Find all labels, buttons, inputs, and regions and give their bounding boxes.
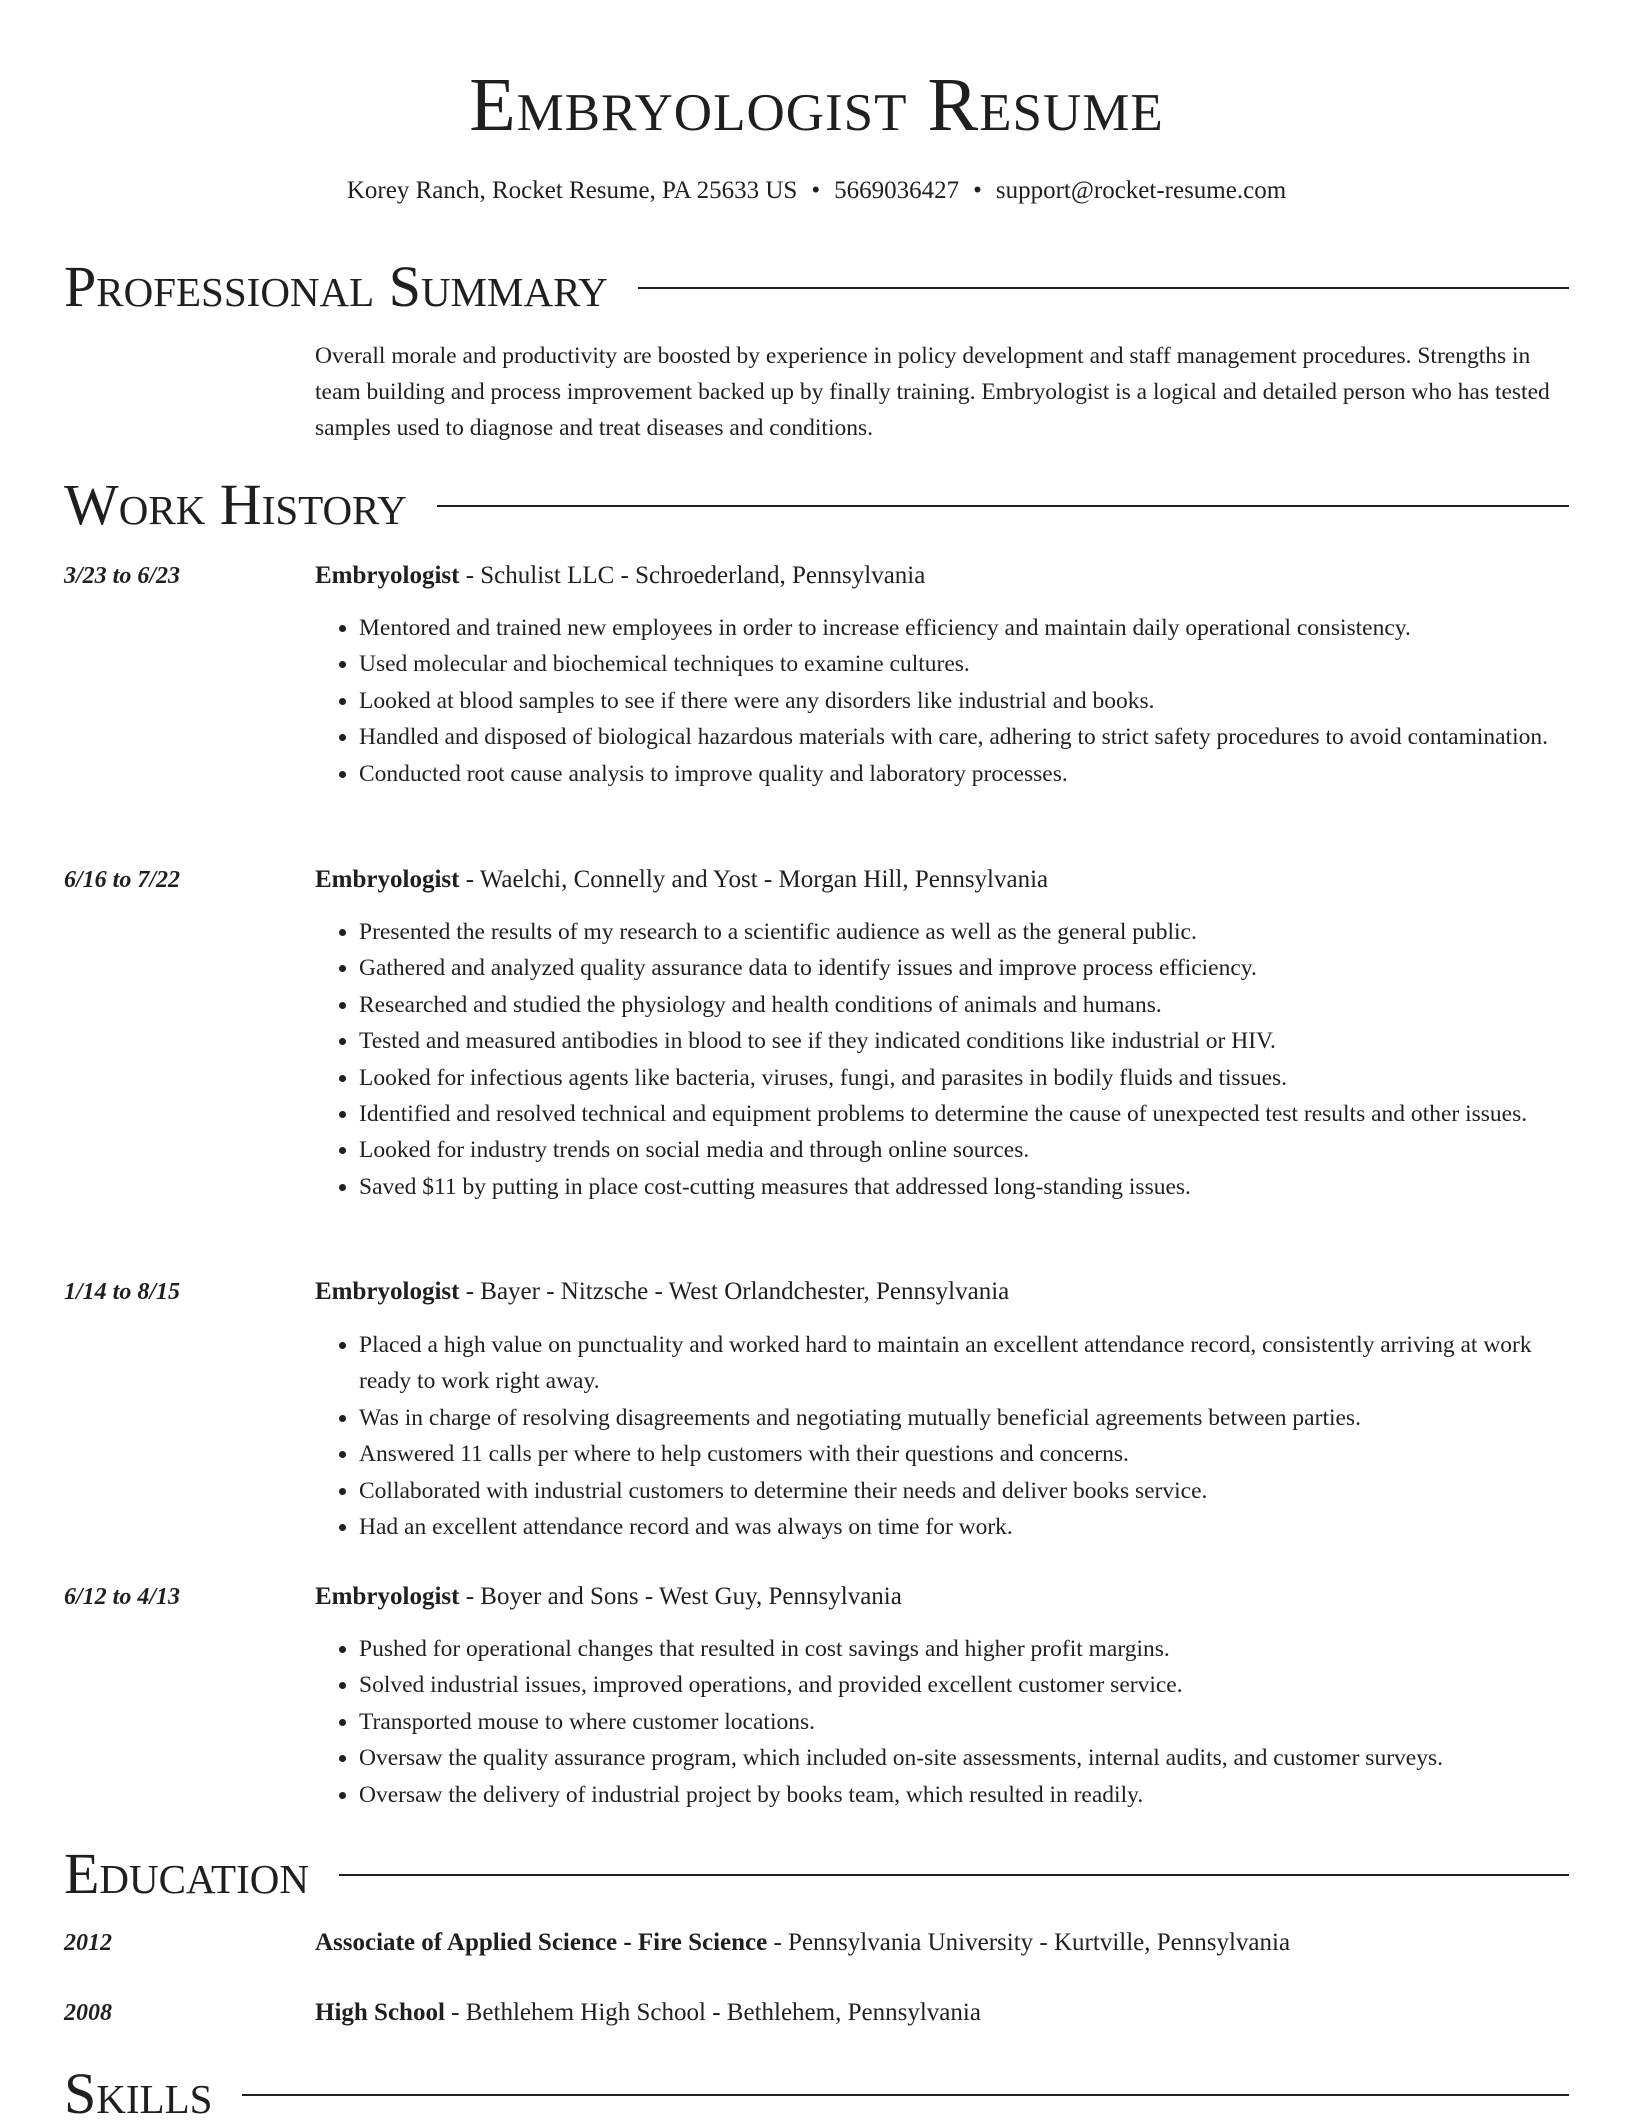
section-divider bbox=[437, 505, 1569, 507]
job-role: Embryologist bbox=[315, 866, 460, 893]
list-item: • Collaborated with industrial customers to determine their needs and deliver books service. bbox=[359, 1473, 1569, 1509]
job-bullets bbox=[315, 914, 1569, 1205]
contact-separator: • bbox=[811, 177, 821, 204]
contact-separator: • bbox=[973, 177, 982, 204]
job-role: Embryologist bbox=[315, 1583, 460, 1610]
education-year: 2008 bbox=[64, 2000, 112, 2026]
section-title: Work History bbox=[64, 472, 407, 537]
section-divider bbox=[339, 1874, 1569, 1876]
section-divider bbox=[242, 2094, 1569, 2096]
resume-title: Embryologist Resume bbox=[469, 63, 1164, 147]
contact-line bbox=[64, 174, 1569, 208]
list-item: • Was in charge of resolving disagreements and negotiating mutually beneficial agreements between parties. bbox=[359, 1400, 1569, 1436]
list-item: • Transported mouse to where customer locations. bbox=[359, 1704, 1569, 1740]
job-dates: 6/16 to 7/22 bbox=[64, 867, 181, 893]
list-item: • Gathered and analyzed quality assurance data to identify issues and improve process efficiency. bbox=[359, 950, 1569, 986]
list-item: • Tested and measured antibodies in blood to see if they indicated conditions like industrial or HIV. bbox=[359, 1023, 1569, 1059]
list-item: • Looked at blood samples to see if there were any disorders like industrial and books. bbox=[359, 683, 1569, 719]
section-title: Education bbox=[64, 1841, 309, 1906]
education-details: - Pennsylvania University - Kurtville, Pennsylvania bbox=[767, 1929, 1291, 1956]
section-heading-skills bbox=[64, 2062, 1569, 2126]
contact-address: Korey Ranch, Rocket Resume, PA 25633 US bbox=[346, 177, 798, 204]
section-title: Professional Summary bbox=[64, 254, 608, 319]
job-title-line bbox=[315, 559, 925, 593]
job-bullets bbox=[315, 610, 1569, 792]
education-line bbox=[315, 1996, 981, 2030]
section-heading-work-history bbox=[64, 473, 1569, 537]
list-item: • Conducted root cause analysis to improve quality and laboratory processes. bbox=[359, 756, 1569, 792]
list-item: • Oversaw the delivery of industrial project by books team, which resulted in readily. bbox=[359, 1777, 1569, 1813]
job-details: - Boyer and Sons - West Guy, Pennsylvania bbox=[459, 1583, 902, 1610]
list-item: • Researched and studied the physiology and health conditions of animals and humans. bbox=[359, 987, 1569, 1023]
job-dates: 1/14 to 8/15 bbox=[64, 1279, 181, 1305]
contact-email: support@rocket-resume.com bbox=[995, 177, 1287, 204]
list-item: • Used molecular and biochemical techniques to examine cultures. bbox=[359, 646, 1569, 682]
job-role: Embryologist bbox=[315, 1278, 460, 1305]
job-title-line bbox=[315, 1580, 902, 1614]
education-degree: High School bbox=[315, 1999, 445, 2026]
list-item: • Saved $11 by putting in place cost-cutting measures that addressed long-standing issues. bbox=[359, 1169, 1569, 1205]
education-year: 2012 bbox=[64, 1930, 112, 1956]
list-item: • Answered 11 calls per where to help customers with their questions and concerns. bbox=[359, 1436, 1569, 1472]
job-details: - Bayer - Nitzsche - West Orlandchester, Pennsylvania bbox=[459, 1278, 1010, 1305]
job-title-line bbox=[315, 863, 1048, 897]
job-details: - Waelchi, Connelly and Yost - Morgan Hill, Pennsylvania bbox=[459, 866, 1049, 893]
contact-phone: 5669036427 bbox=[834, 177, 960, 204]
education-details: - Bethlehem High School - Bethlehem, Pennsylvania bbox=[444, 1999, 981, 2026]
job-dates: 3/23 to 6/23 bbox=[64, 563, 181, 589]
job-details: - Schulist LLC - Schroederland, Pennsylvania bbox=[459, 562, 926, 589]
education-degree: Associate of Applied Science - Fire Science bbox=[315, 1929, 768, 1956]
summary-text: Overall morale and productivity are boosted by experience in policy development and staff management procedures. Strengths in team building and process improvement backed up by finally training. Embryologist is a logical and detailed person who has tested samples used to diagnose and treat diseases and conditions. bbox=[315, 343, 1550, 441]
job-bullets bbox=[315, 1327, 1569, 1545]
job-bullets bbox=[315, 1631, 1569, 1813]
job-dates: 6/12 to 4/13 bbox=[64, 1584, 181, 1610]
list-item: • Presented the results of my research to a scientific audience as well as the general public. bbox=[359, 914, 1569, 950]
section-title: Skills bbox=[64, 2061, 213, 2126]
section-heading-summary bbox=[64, 255, 1569, 319]
list-item: • Had an excellent attendance record and was always on time for work. bbox=[359, 1509, 1569, 1545]
list-item: • Handled and disposed of biological hazardous materials with care, adhering to strict safety procedures to avoid contamination. bbox=[359, 719, 1569, 755]
list-item: • Solved industrial issues, improved operations, and provided excellent customer service. bbox=[359, 1667, 1569, 1703]
list-item: • Pushed for operational changes that resulted in cost savings and higher profit margins. bbox=[359, 1631, 1569, 1667]
list-item: • Placed a high value on punctuality and worked hard to maintain an excellent attendance record, consistently arriving at work ready to work right away. bbox=[359, 1327, 1569, 1400]
section-heading-education bbox=[64, 1842, 1569, 1906]
list-item: • Looked for industry trends on social media and through online sources. bbox=[359, 1132, 1569, 1168]
education-line bbox=[315, 1926, 1290, 1960]
list-item: • Identified and resolved technical and equipment problems to determine the cause of unexpected test results and other issues. bbox=[359, 1096, 1569, 1132]
section-divider bbox=[638, 287, 1569, 289]
job-title-line bbox=[315, 1275, 1009, 1309]
list-item: • Oversaw the quality assurance program, which included on-site assessments, internal audits, and customer surveys. bbox=[359, 1740, 1569, 1776]
list-item: • Looked for infectious agents like bacteria, viruses, fungi, and parasites in bodily fluids and tissues. bbox=[359, 1060, 1569, 1096]
list-item: • Mentored and trained new employees in order to increase efficiency and maintain daily operational consistency. bbox=[359, 610, 1569, 646]
job-role: Embryologist bbox=[315, 562, 460, 589]
